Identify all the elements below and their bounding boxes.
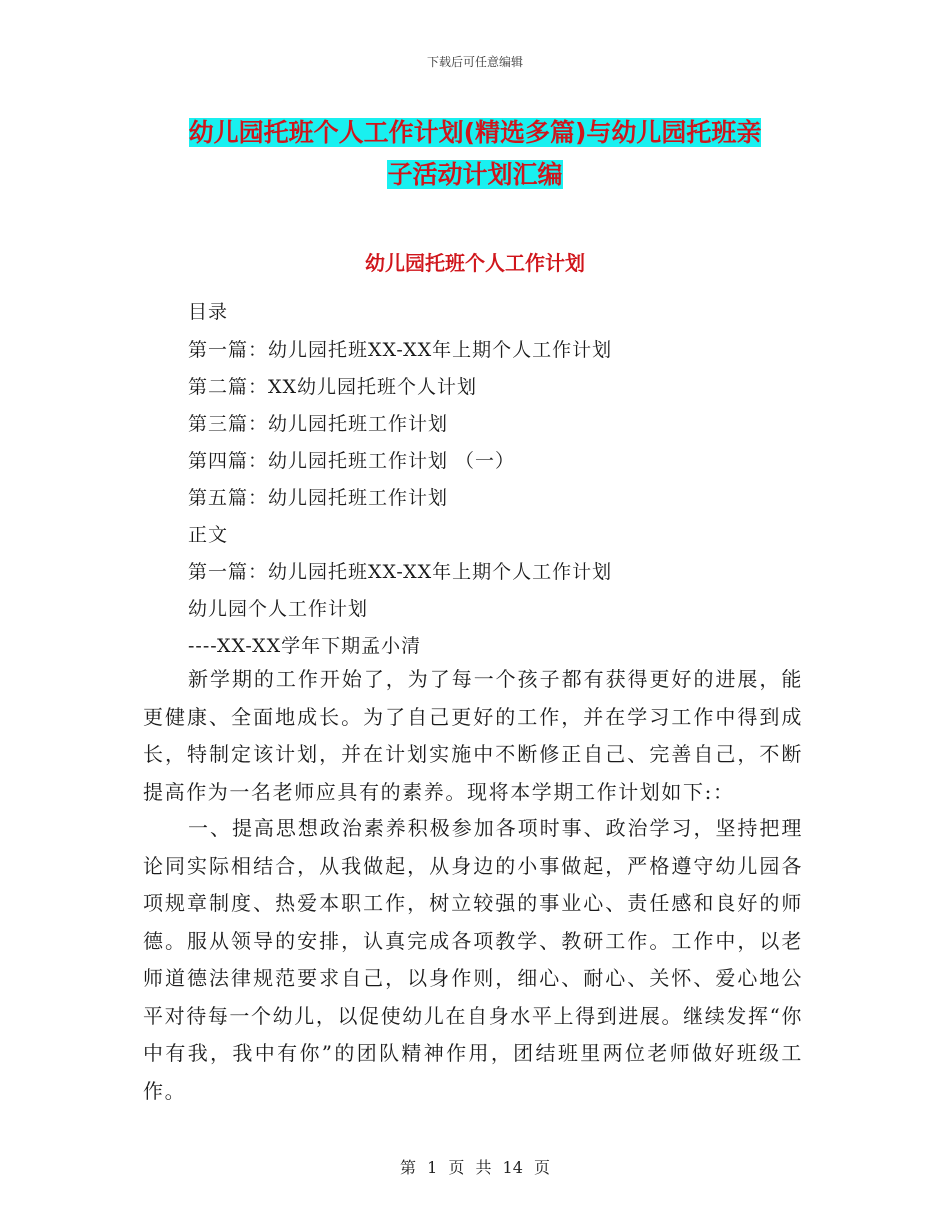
- article-heading: 第一篇：幼儿园托班XX-XX年上期个人工作计划: [188, 561, 613, 583]
- toc-heading: 目录: [188, 301, 229, 323]
- body-paragraph: 一、提高思想政治素养积极参加各项时事、政治学习，坚持把理论同实际相结合，从我做起，从身边的小事做起，严格遵守幼儿园各项规章制度、热爱本职工作，树立较强的事业心、责任感和良好的师德。服从领导的安排，认真完成各项教学、教研工作。工作中，以老师道德法律规范要求自己，以身作则，细心、耐心、关怀、爱心地公平对待每一个幼儿，以促使幼儿在自身水平上得到进展。继续发挥“你中有我，我中有你”的团队精神作用，团结班里两位老师做好班级工作。: [143, 816, 803, 1103]
- byline: ----XX-XX学年下期孟小清: [188, 635, 422, 657]
- toc-item: 第三篇：幼儿园托班工作计划: [188, 413, 449, 435]
- section-subtitle: 幼儿园托班个人工作计划: [365, 251, 585, 275]
- document-title-line-1: [0, 113, 950, 149]
- toc-item: 第一篇：幼儿园托班XX-XX年上期个人工作计划: [188, 339, 613, 361]
- document-title-text-2: 子活动计划汇编: [387, 160, 563, 189]
- toc-item: 第二篇：XX幼儿园托班个人计划: [188, 376, 478, 398]
- page-number-footer: 第 1 页 共 14 页: [400, 1158, 550, 1177]
- body-label: 正文: [188, 524, 229, 546]
- doc-title: 幼儿园个人工作计划: [188, 598, 369, 620]
- document-title-text-1: 幼儿园托班个人工作计划(精选多篇)与幼儿园托班亲: [188, 118, 762, 147]
- header-note: 下载后可任意编辑: [426, 55, 523, 69]
- toc-item: 第四篇：幼儿园托班工作计划 （一）: [188, 450, 516, 472]
- document-title-line-2: [0, 155, 950, 191]
- toc-item: 第五篇：幼儿园托班工作计划: [188, 487, 449, 509]
- body-paragraph: 新学期的工作开始了，为了每一个孩子都有获得更好的进展，能更健康、全面地成长。为了自己更好的工作，并在学习工作中得到成长，特制定该计划，并在计划实施中不断修正自己、完善自己，不断提高作为一名老师应具有的素养。现将本学期工作计划如下:：: [143, 667, 803, 804]
